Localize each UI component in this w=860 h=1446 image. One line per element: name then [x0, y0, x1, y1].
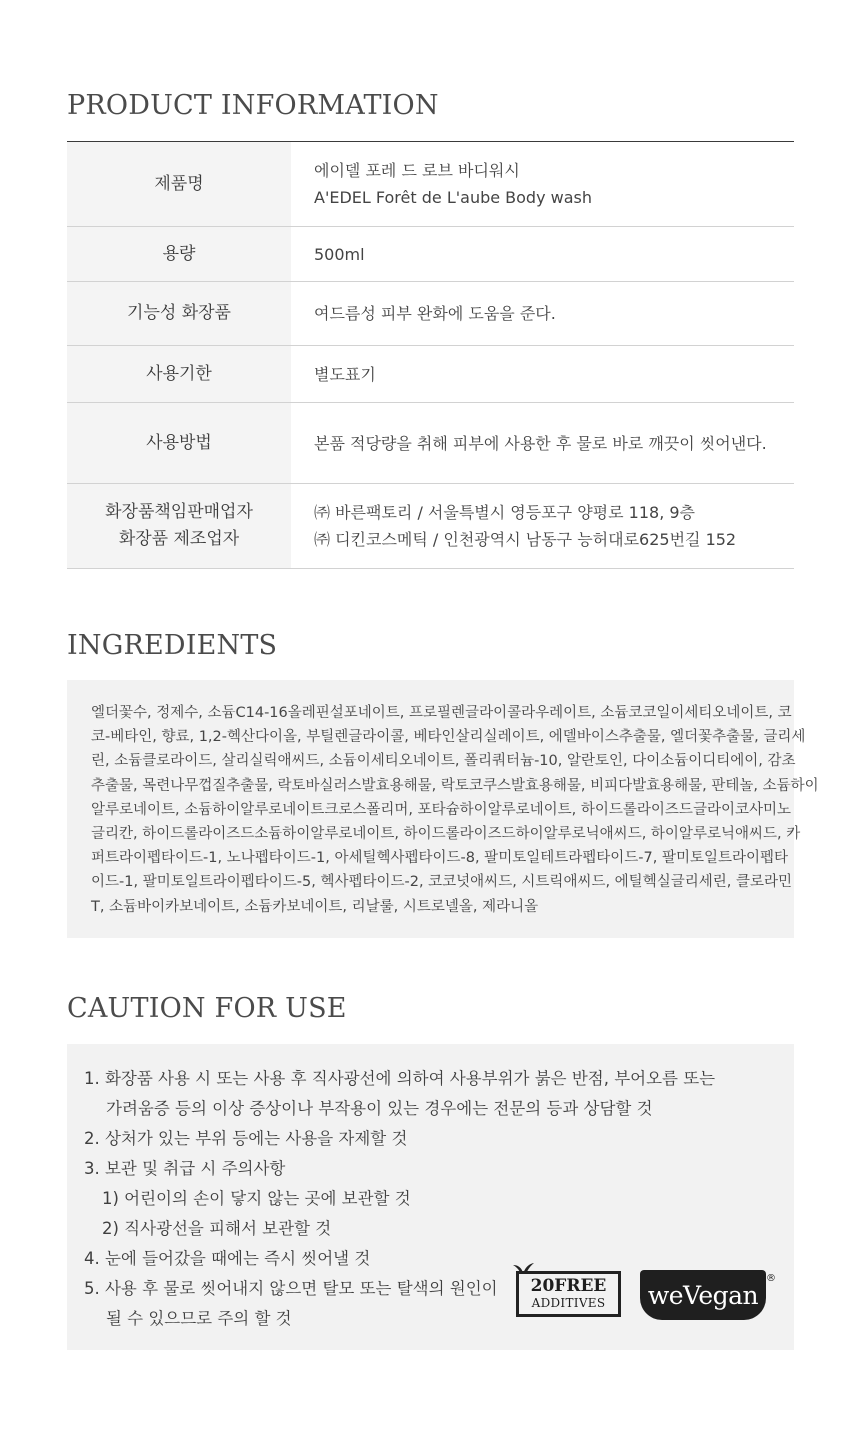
row-value-expiry: 별도표기 — [291, 346, 794, 403]
caution-item: 2) 직사광선을 피해서 보관할 것 — [102, 1219, 332, 1238]
table-row — [67, 282, 794, 346]
row-value-usage: 본품 적당량을 취해 피부에 사용한 후 물로 바로 깨끗이 씻어낸다. — [291, 403, 794, 484]
manufacturer-info: ㈜ 디킨코스메틱 / 인천광역시 남동구 능허대로625번길 152 — [314, 530, 737, 549]
ingredients-line: 퍼트라이펩타이드-1, 노나펩타이드-1, 아세틸헥사펩타이드-8, 팔미토일테트라펩타이드-7, 팔미토일트라이펩타 — [91, 850, 789, 867]
additives-label: ADDITIVES — [531, 1296, 606, 1310]
row-value-volume: 500ml — [291, 227, 794, 282]
caution-box — [67, 1044, 794, 1350]
ingredients-line: 엘더꽃수, 정제수, 소듐C14-16올레핀설포네이트, 프로필렌글라이콜라우레이트, 소듐코코일이세티오네이트, 코 — [91, 705, 792, 721]
20free-additives-badge — [507, 1257, 623, 1319]
table-row — [67, 227, 794, 282]
20free-badge-box — [516, 1271, 621, 1317]
product-information-title: PRODUCT INFORMATION — [67, 90, 439, 121]
wevegan-badge — [640, 1270, 766, 1320]
ingredients-line: 알루로네이트, 소듐하이알루로네이트크로스폴리머, 포타슘하이알루로네이트, 하이드롤라이즈드글라이코사미노 — [91, 801, 791, 818]
ingredients-title: INGREDIENTS — [67, 630, 278, 661]
row-label-functional: 기능성 화장품 — [67, 282, 291, 346]
row-value-functional: 여드름성 피부 완화에 도움을 준다. — [291, 282, 794, 346]
table-row — [67, 403, 794, 484]
caution-item: 2. 상처가 있는 부위 등에는 사용을 자제할 것 — [84, 1129, 408, 1148]
ingredients-line: 추출물, 목련나무껍질추출물, 락토바실러스발효용해물, 락토코쿠스발효용해물, 비피다발효용해물, 판테놀, 소듐하이 — [91, 777, 819, 794]
caution-item: 5. 사용 후 물로 씻어내지 않으면 탈모 또는 탈색의 원인이 — [84, 1279, 498, 1298]
wevegan-label: weVegan — [647, 1280, 759, 1310]
label-distributor: 화장품책임판매업자 — [105, 502, 253, 522]
row-label-expiry: 사용기한 — [67, 346, 291, 403]
row-label-volume: 용량 — [67, 227, 291, 282]
caution-item: 될 수 있으므로 주의 할 것 — [106, 1309, 292, 1328]
ingredients-line: 이드-1, 팔미토일트라이펩타이드-5, 헥사펩타이드-2, 코코넛애씨드, 시트릭애씨드, 에틸헥실글리세린, 클로라민 — [91, 874, 792, 891]
caution-item: 4. 눈에 들어갔을 때에는 즉시 씻어낼 것 — [84, 1249, 371, 1268]
table-row — [67, 346, 794, 403]
ingredients-line: 코-베타인, 향료, 1,2-헥산다이올, 부틸렌글라이콜, 베타인살리실레이트, 에델바이스추출물, 엘더꽃추출물, 글리세 — [91, 729, 806, 746]
row-label-product-name: 제품명 — [67, 142, 291, 227]
caution-item: 1. 화장품 사용 시 또는 사용 후 직사광선에 의하여 사용부위가 붉은 반점, 부어오름 또는 — [84, 1069, 716, 1088]
product-name-english: A'EDEL Forêt de L'aube Body wash — [314, 188, 593, 207]
ingredients-line: T, 소듐바이카보네이트, 소듐카보네이트, 리날룰, 시트로넬올, 제라니올 — [91, 898, 539, 915]
table-row — [67, 484, 794, 569]
product-name-korean: 에이델 포레 드 로브 바디워시 — [314, 161, 520, 180]
product-information-table — [67, 141, 794, 569]
caution-item: 1) 어린이의 손이 닿지 않는 곳에 보관할 것 — [102, 1189, 411, 1208]
ingredients-line: 린, 소듐클로라이드, 살리실릭애씨드, 소듐이세티오네이트, 폴리쿼터늄-10, 알란토인, 다이소듐이디티에이, 감초 — [91, 753, 796, 770]
row-value-manufacturer — [291, 484, 794, 569]
row-label-usage: 사용방법 — [67, 403, 291, 484]
caution-item: 3. 보관 및 취급 시 주의사항 — [84, 1159, 286, 1178]
ingredients-line: 글리칸, 하이드롤라이즈드소듐하이알루로네이트, 하이드롤라이즈드하이알루로닉애씨드, 하이알루로닉애씨드, 카 — [91, 826, 801, 843]
ingredients-text — [91, 701, 819, 919]
registered-mark: ® — [766, 1273, 776, 1284]
caution-title: CAUTION FOR USE — [67, 993, 347, 1024]
caution-item: 가려움증 등의 이상 증상이나 부작용이 있는 경우에는 전문의 등과 상담할 것 — [106, 1099, 653, 1118]
20free-label: 20FREE — [530, 1276, 607, 1296]
row-label-manufacturer — [67, 484, 291, 569]
ingredients-box — [67, 680, 819, 938]
distributor-info: ㈜ 바른팩토리 / 서울특별시 영등포구 양평로 118, 9층 — [314, 503, 696, 522]
table-row — [67, 142, 794, 227]
row-value-product-name — [291, 142, 794, 227]
label-manufacturer: 화장품 제조업자 — [118, 529, 240, 549]
